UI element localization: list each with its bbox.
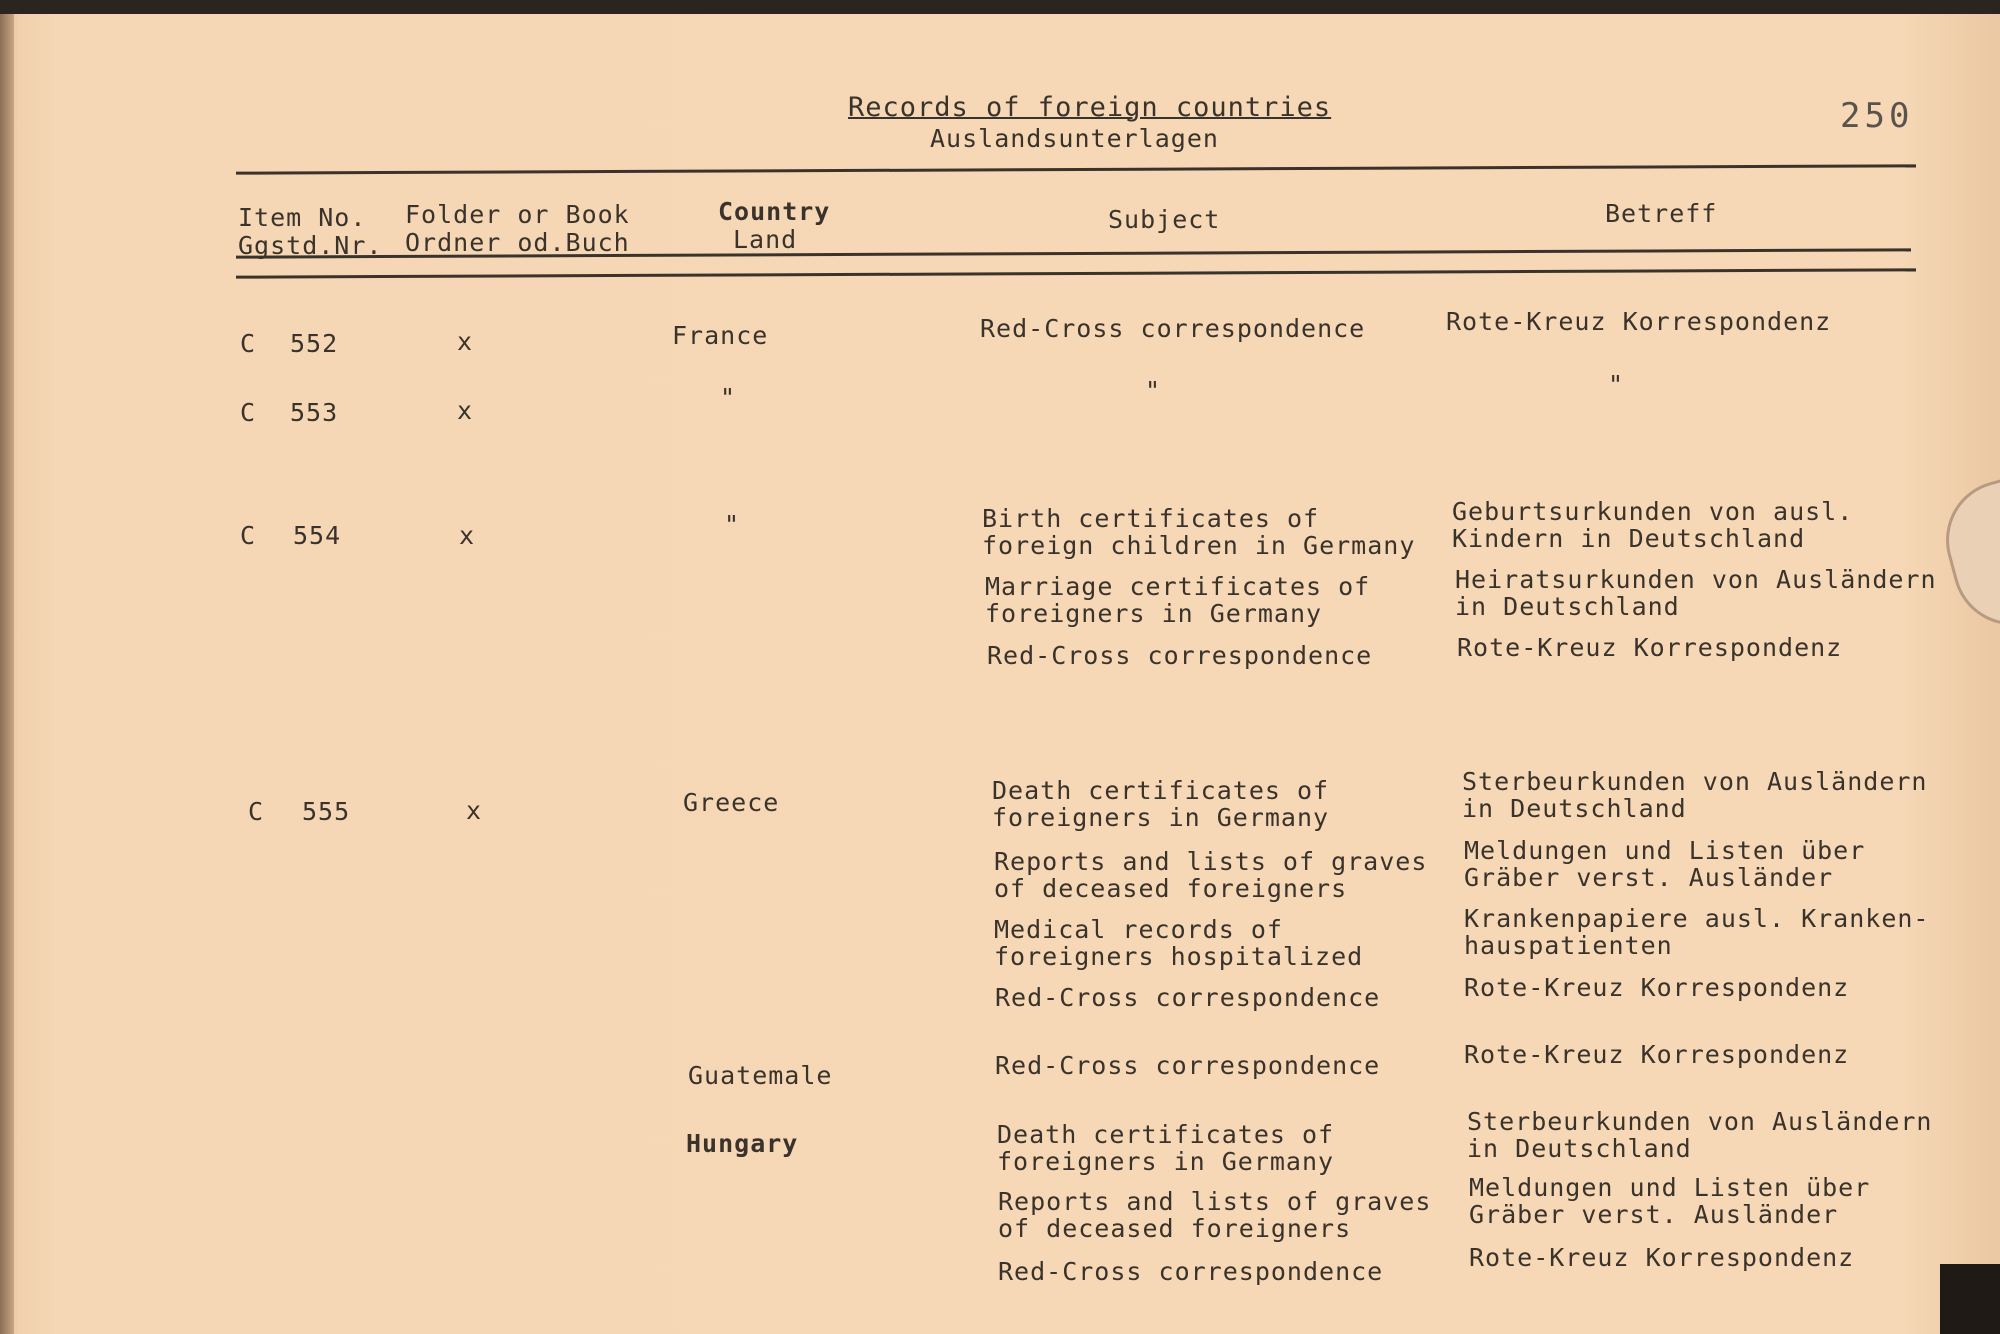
col-header-item-en: Item No. bbox=[238, 203, 367, 232]
index-tab bbox=[1933, 475, 2000, 638]
book-binding bbox=[0, 14, 14, 1334]
betreff-line: Rote-Kreuz Korrespondenz bbox=[1457, 633, 1843, 662]
country-cell: Guatemale bbox=[688, 1061, 833, 1090]
betreff-cell: Rote-Kreuz Korrespondenz bbox=[1446, 307, 1832, 336]
folder-mark: x bbox=[457, 396, 474, 425]
subject-line: Death certificates of bbox=[992, 776, 1330, 805]
col-header-item-de: Ggstd.Nr. bbox=[238, 231, 383, 260]
page-number: 250 bbox=[1840, 96, 1914, 136]
subject-line: Red-Cross correspondence bbox=[995, 1051, 1381, 1080]
betreff-line: Heiratsurkunden von Ausländern bbox=[1455, 565, 1937, 594]
header-rule-top bbox=[236, 164, 1916, 174]
betreff-line: Kindern in Deutschland bbox=[1452, 524, 1806, 553]
betreff-line: in Deutschland bbox=[1455, 592, 1680, 621]
subject-line: Reports and lists of graves bbox=[998, 1187, 1432, 1216]
subject-line: foreigners in Germany bbox=[985, 599, 1323, 628]
subject-line: Medical records of bbox=[994, 915, 1283, 944]
item-prefix: C bbox=[248, 797, 265, 826]
country-cell: France bbox=[672, 321, 769, 350]
col-header-subject: Subject bbox=[1108, 205, 1221, 234]
col-header-folder-de: Ordner od.Buch bbox=[405, 228, 630, 257]
subject-line: foreign children in Germany bbox=[982, 531, 1416, 560]
subject-line: Red-Cross correspondence bbox=[995, 983, 1381, 1012]
betreff-line: Rote-Kreuz Korrespondenz bbox=[1469, 1243, 1855, 1272]
subject-line: of deceased foreigners bbox=[994, 874, 1348, 903]
betreff-line: Rote-Kreuz Korrespondenz bbox=[1464, 1040, 1850, 1069]
betreff-line: hauspatienten bbox=[1464, 931, 1673, 960]
header-rule-double-1 bbox=[236, 268, 1916, 278]
page-title: Records of foreign countries bbox=[848, 92, 1332, 123]
page-edge-shadow bbox=[1940, 1264, 2000, 1334]
betreff-line: Gräber verst. Ausländer bbox=[1469, 1200, 1839, 1229]
betreff-line: in Deutschland bbox=[1467, 1134, 1692, 1163]
subject-line: Red-Cross correspondence bbox=[987, 641, 1373, 670]
betreff-line: Rote-Kreuz Korrespondenz bbox=[1464, 973, 1850, 1002]
betreff-line: Meldungen und Listen über bbox=[1469, 1173, 1871, 1202]
item-number: 554 bbox=[293, 521, 342, 550]
item-prefix: C bbox=[240, 398, 257, 427]
col-header-country-de: Land bbox=[733, 225, 798, 254]
subject-ditto: " bbox=[1145, 376, 1162, 405]
item-prefix: C bbox=[240, 521, 257, 550]
subject-line: Death certificates of bbox=[997, 1120, 1335, 1149]
folder-mark: x bbox=[459, 521, 476, 550]
subject-line: Marriage certificates of bbox=[985, 572, 1371, 601]
folder-mark: x bbox=[457, 327, 474, 356]
betreff-line: Krankenpapiere ausl. Kranken- bbox=[1464, 904, 1930, 933]
subject-line: foreigners in Germany bbox=[992, 803, 1330, 832]
betreff-line: Sterbeurkunden von Ausländern bbox=[1467, 1107, 1933, 1136]
page-subtitle: Auslandsunterlagen bbox=[930, 124, 1219, 153]
col-header-betreff: Betreff bbox=[1605, 199, 1718, 228]
subject-cell: Red-Cross correspondence bbox=[980, 314, 1366, 343]
subject-line: foreigners hospitalized bbox=[994, 942, 1364, 971]
subject-line: Red-Cross correspondence bbox=[998, 1257, 1384, 1286]
betreff-line: in Deutschland bbox=[1462, 794, 1687, 823]
country-ditto: " bbox=[720, 383, 737, 412]
col-header-folder-en: Folder or Book bbox=[405, 200, 630, 229]
subject-line: Birth certificates of bbox=[982, 504, 1320, 533]
country-ditto: " bbox=[724, 510, 741, 539]
item-number: 555 bbox=[302, 797, 351, 826]
betreff-line: Meldungen und Listen über bbox=[1464, 836, 1866, 865]
betreff-line: Sterbeurkunden von Ausländern bbox=[1462, 767, 1928, 796]
item-prefix: C bbox=[240, 329, 257, 358]
subject-line: foreigners in Germany bbox=[997, 1147, 1335, 1176]
folder-mark: x bbox=[466, 796, 483, 825]
item-number: 552 bbox=[290, 329, 339, 358]
col-header-country-en: Country bbox=[718, 197, 831, 226]
subject-line: of deceased foreigners bbox=[998, 1214, 1352, 1243]
country-cell: Greece bbox=[683, 788, 780, 817]
betreff-line: Gräber verst. Ausländer bbox=[1464, 863, 1834, 892]
subject-line: Reports and lists of graves bbox=[994, 847, 1428, 876]
document-page bbox=[0, 14, 2000, 1334]
betreff-line: Geburtsurkunden von ausl. bbox=[1452, 497, 1854, 526]
country-cell: Hungary bbox=[686, 1129, 799, 1158]
item-number: 553 bbox=[290, 398, 339, 427]
betreff-ditto: " bbox=[1608, 370, 1625, 399]
